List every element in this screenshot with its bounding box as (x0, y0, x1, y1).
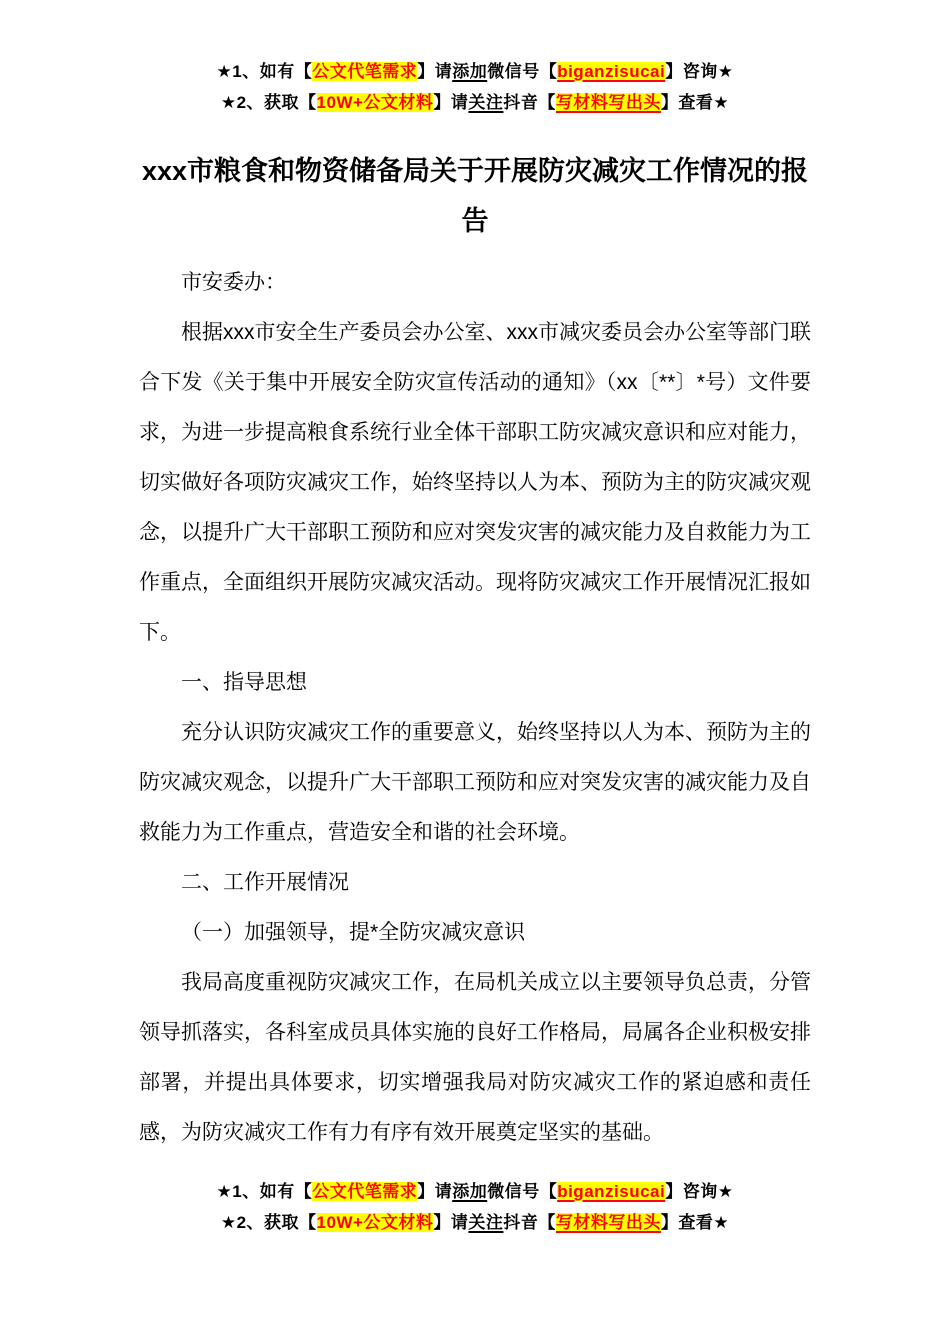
document-body (139, 258, 811, 1158)
promo-text: 微信号【 (487, 1182, 558, 1201)
promo-highlighted-text: biganzisucai (557, 1182, 666, 1201)
promo-text: 】请 (433, 93, 469, 112)
promo-text: ★1、如有【 (216, 1182, 313, 1201)
promo-text: 微信号【 (487, 62, 558, 81)
promo-highlighted-text: 写材料写出头 (555, 1213, 661, 1232)
promo-highlighted-text: 关注 (468, 1213, 504, 1232)
paragraph: 我局高度重视防灾减灾工作，在局机关成立以主要领导负总责，分管领导抓落实，各科室成员具体实施的良好工作格局，局属各企业积极安排部署，并提出具体要求，切实增强我局对防灾减灾工作的紧迫感和责任感，为防灾减灾工作有力有序有效开展奠定坚实的基础。 (139, 971, 811, 1144)
promo-highlighted-text: 公文代笔需求 (312, 62, 418, 81)
promo-text: 抖音【 (503, 1213, 556, 1232)
promo-header (0, 0, 950, 118)
promo-line (0, 1207, 950, 1238)
promo-text: ★1、如有【 (216, 62, 313, 81)
paragraph: 二、工作开展情况 (181, 871, 349, 894)
promo-line (0, 56, 950, 87)
promo-text: 】查看★ (660, 1213, 730, 1232)
paragraph: 充分认识防灾减灾工作的重要意义，始终坚持以人为本、预防为主的防灾减灾观念，以提升广大干部职工预防和应对突发灾害的减灾能力及自救能力为工作重点，营造安全和谐的社会环境。 (139, 721, 811, 844)
promo-text: 】请 (417, 1182, 453, 1201)
promo-highlighted-text: 公文代笔需求 (312, 1182, 418, 1201)
promo-line (0, 1176, 950, 1207)
promo-text: 】咨询★ (665, 1182, 734, 1201)
promo-highlighted-text: 10W+公文材料 (316, 93, 434, 112)
promo-footer (0, 1176, 950, 1238)
promo-highlighted-text: 写材料写出头 (555, 93, 661, 112)
paragraph: （一）加强领导，提*全防灾减灾意识 (181, 921, 526, 944)
promo-text: 】请 (417, 62, 453, 81)
promo-line (0, 87, 950, 118)
paragraph: 根据xxx市安全生产委员会办公室、xxx市减灾委员会办公室等部门联合下发《关于集中开展安全防灾宣传活动的通知》（xx〔**〕*号）文件要求，为进一步提高粮食系统行业全体干部职工防灾减灾意识和应对能力，切实做好各项防灾减灾工作，始终坚持以人为本、预防为主的防灾减灾观念，以提升广大干部职工预防和应对突发灾害的减灾能力及自救能力为工作重点，全面组织开展防灾减灾活动。现将防灾减灾工作开展情况汇报如下。 (139, 321, 811, 644)
promo-text: 抖音【 (503, 93, 556, 112)
promo-text: 】咨询★ (665, 62, 734, 81)
paragraph: 一、指导思想 (181, 671, 307, 694)
promo-text: 】查看★ (660, 93, 730, 112)
promo-text: ★2、获取【 (220, 1213, 317, 1232)
promo-text: ★2、获取【 (220, 93, 317, 112)
promo-highlighted-text: biganzisucai (557, 62, 666, 81)
paragraph: 市安委办： (181, 271, 286, 294)
promo-highlighted-text: 添加 (452, 62, 488, 81)
document-title: xxx市粮食和物资储备局关于开展防灾减灾工作情况的报告 (141, 156, 809, 236)
promo-highlighted-text: 关注 (468, 93, 504, 112)
promo-highlighted-text: 10W+公文材料 (316, 1213, 434, 1232)
promo-highlighted-text: 添加 (452, 1182, 488, 1201)
promo-text: 】请 (433, 1213, 469, 1232)
